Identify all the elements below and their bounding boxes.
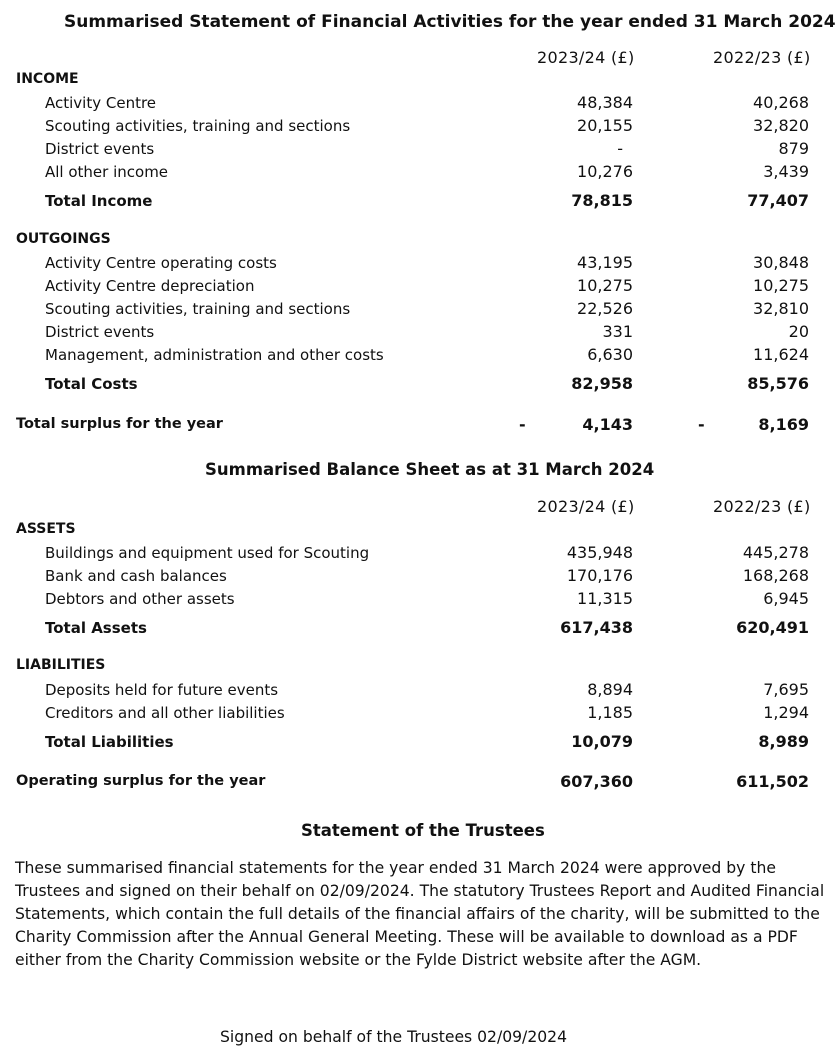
balance-title: Summarised Balance Sheet as at 31 March 2024 (205, 460, 655, 479)
value-2023-24: 20,155 (577, 116, 633, 135)
signed-line: Signed on behalf of the Trustees 02/09/2024 (220, 1028, 567, 1046)
value-2022-23: 611,502 (736, 772, 809, 791)
value-2023-24: 435,948 (566, 543, 633, 562)
row-label: District events (45, 140, 155, 158)
row-label: Bank and cash balances (45, 567, 227, 585)
row-label: Buildings and equipment used for Scouting (45, 544, 370, 562)
value-2022-23: 879 (778, 139, 809, 158)
row-label: Total Assets (45, 619, 147, 637)
row-label: Deposits held for future events (45, 681, 279, 699)
value-2022-23: 445,278 (742, 543, 809, 562)
trustees-title: Statement of the Trustees (301, 821, 545, 840)
value-2022-23: 8,169 (758, 415, 809, 434)
value-2022-23: 6,945 (763, 589, 809, 608)
liabilities-heading: LIABILITIES (16, 657, 106, 673)
balance-col-2023-24: 2023/24 (£) (537, 497, 635, 516)
value-2022-23: 77,407 (747, 191, 809, 210)
value-2023-24: 43,195 (577, 253, 633, 272)
row-label: Activity Centre operating costs (45, 254, 277, 272)
income-heading: INCOME (16, 71, 79, 87)
row-label: Operating surplus for the year (16, 773, 266, 789)
row-label: All other income (45, 163, 169, 181)
negative-sign: - (698, 415, 705, 434)
row-label: District events (45, 323, 155, 341)
value-2023-24: 10,079 (571, 732, 633, 751)
outgoings-heading: OUTGOINGS (16, 231, 111, 247)
value-2023-24: 6,630 (587, 345, 633, 364)
row-label: Activity Centre (45, 94, 157, 112)
balance-col-2022-23: 2022/23 (£) (713, 497, 811, 516)
sofa-col-2023-24: 2023/24 (£) (537, 48, 635, 67)
value-2023-24: 617,438 (560, 618, 633, 637)
row-label: Scouting activities, training and sections (45, 300, 351, 318)
trustees-paragraph: These summarised financial statements for the year ended 31 March 2024 were approved by the Trustees and signed on their behalf on 02/09/2024. The statutory Trustees Report and Audited Financial Statements, which contain the full details of the financial affairs of the charity, will be submitted to the Charity Commission after the Annual General Meeting. These will be available to download as a PDF either from the Charity Commission website or the Fylde District website after the AGM. (15, 859, 825, 969)
row-label: Management, administration and other costs (45, 346, 384, 364)
value-2023-24: 10,275 (577, 276, 633, 295)
row-label: Total Liabilities (45, 733, 174, 751)
value-2023-24: 8,894 (587, 680, 633, 699)
value-2023-24: 48,384 (577, 93, 633, 112)
value-2023-24: 11,315 (577, 589, 633, 608)
row-label: Activity Centre depreciation (45, 277, 255, 295)
value-2022-23: 30,848 (753, 253, 809, 272)
value-2022-23: 11,624 (753, 345, 809, 364)
value-2023-24: 607,360 (560, 772, 633, 791)
value-2022-23: 168,268 (742, 566, 809, 585)
value-2023-24: 78,815 (571, 191, 633, 210)
negative-sign: - (519, 415, 526, 434)
row-label: Scouting activities, training and sections (45, 117, 351, 135)
value-2022-23: 620,491 (736, 618, 809, 637)
value-2022-23: 20 (788, 322, 809, 341)
value-2023-24: 82,958 (571, 374, 633, 393)
value-2023-24: 22,526 (577, 299, 633, 318)
row-label: Total surplus for the year (16, 416, 223, 432)
value-2022-23: 32,820 (753, 116, 809, 135)
sofa-title: Summarised Statement of Financial Activities for the year ended 31 March 2024 (64, 12, 836, 32)
value-2022-23: 32,810 (753, 299, 809, 318)
assets-heading: ASSETS (16, 521, 76, 537)
value-2022-23: 7,695 (763, 680, 809, 699)
row-label: Total Income (45, 192, 153, 210)
value-2022-23: 1,294 (763, 703, 809, 722)
row-label: Total Costs (45, 375, 138, 393)
value-2022-23: 10,275 (753, 276, 809, 295)
value-2023-24: 1,185 (587, 703, 633, 722)
value-2022-23: 85,576 (747, 374, 809, 393)
value-2023-24: 170,176 (566, 566, 633, 585)
row-label: Debtors and other assets (45, 590, 235, 608)
value-2023-24: 10,276 (577, 162, 633, 181)
value-2022-23: 8,989 (758, 732, 809, 751)
sofa-col-2022-23: 2022/23 (£) (713, 48, 811, 67)
value-2023-24: 4,143 (582, 415, 633, 434)
value-2023-24: - (617, 139, 623, 158)
value-2023-24: 331 (602, 322, 633, 341)
value-2022-23: 3,439 (763, 162, 809, 181)
value-2022-23: 40,268 (753, 93, 809, 112)
row-label: Creditors and all other liabilities (45, 704, 285, 722)
